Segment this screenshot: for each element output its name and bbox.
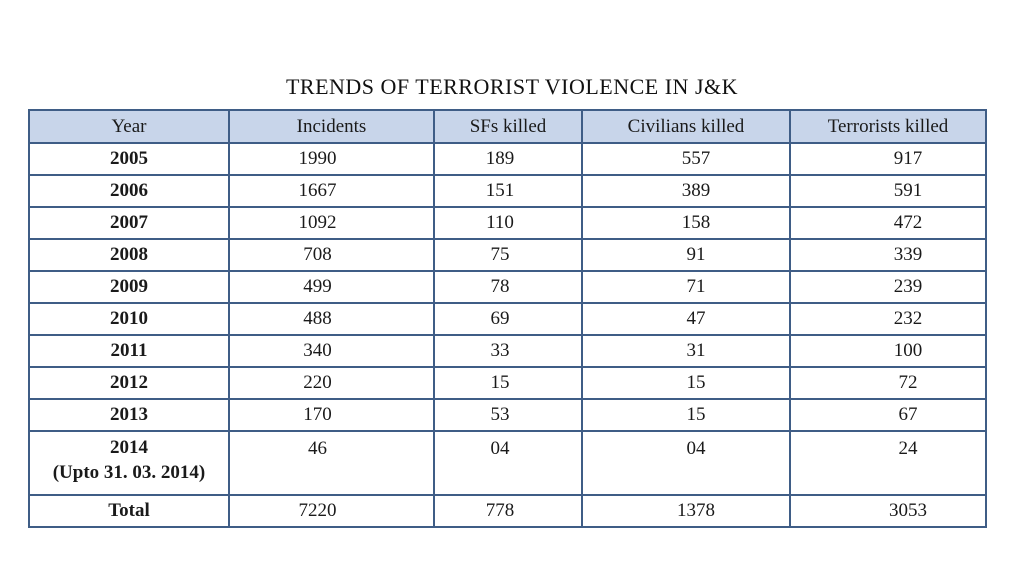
sfs-cell: 189: [434, 143, 582, 175]
civilians-cell: 15: [582, 367, 790, 399]
header-civilians-killed: Civilians killed: [582, 110, 790, 143]
civilians-cell: 47: [582, 303, 790, 335]
sfs-cell: 110: [434, 207, 582, 239]
year-cell: 2011: [29, 335, 229, 367]
civilians-cell: 15: [582, 399, 790, 431]
total-row: [29, 495, 986, 527]
violence-table: [28, 109, 987, 528]
terrorists-cell: 67: [790, 399, 986, 431]
civilians-cell: 158: [582, 207, 790, 239]
sfs-cell: 53: [434, 399, 582, 431]
year-value: 2014: [110, 437, 148, 458]
total-label: Total: [29, 495, 229, 527]
incidents-cell: 46: [229, 431, 434, 495]
year-cell: 2010: [29, 303, 229, 335]
table-title: TRENDS OF TERRORIST VIOLENCE IN J&K: [285, 74, 739, 99]
year-note: (Upto 31. 03. 2014): [52, 462, 206, 483]
incidents-cell: 499: [229, 271, 434, 303]
terrorists-cell: 232: [790, 303, 986, 335]
year-cell: 2013: [29, 399, 229, 431]
table-row: [29, 239, 986, 271]
table-row: [29, 303, 986, 335]
civilians-cell: 389: [582, 175, 790, 207]
year-cell: 2005: [29, 143, 229, 175]
year-cell: 2006: [29, 175, 229, 207]
terrorists-cell: 591: [790, 175, 986, 207]
sfs-cell: 04: [434, 431, 582, 495]
header-row: [29, 110, 986, 143]
civilians-cell: 557: [582, 143, 790, 175]
terrorists-cell: 24: [790, 431, 986, 495]
incidents-cell: 1667: [229, 175, 434, 207]
year-cell: [29, 431, 229, 495]
terrorists-cell: 472: [790, 207, 986, 239]
table-row: [29, 335, 986, 367]
table-row: [29, 431, 986, 495]
terrorists-cell: 917: [790, 143, 986, 175]
total-civilians: 1378: [582, 495, 790, 527]
total-incidents: 7220: [229, 495, 434, 527]
incidents-cell: 708: [229, 239, 434, 271]
civilians-cell: 04: [582, 431, 790, 495]
sfs-cell: 69: [434, 303, 582, 335]
table-row: [29, 143, 986, 175]
total-terrorists: 3053: [790, 495, 986, 527]
year-cell: 2008: [29, 239, 229, 271]
year-cell: 2009: [29, 271, 229, 303]
sfs-cell: 15: [434, 367, 582, 399]
table-row: [29, 367, 986, 399]
sfs-cell: 33: [434, 335, 582, 367]
sfs-cell: 151: [434, 175, 582, 207]
civilians-cell: 71: [582, 271, 790, 303]
incidents-cell: 1092: [229, 207, 434, 239]
terrorists-cell: 72: [790, 367, 986, 399]
incidents-cell: 488: [229, 303, 434, 335]
table-row: [29, 399, 986, 431]
year-cell: 2012: [29, 367, 229, 399]
table-row: [29, 207, 986, 239]
sfs-cell: 78: [434, 271, 582, 303]
table-row: [29, 175, 986, 207]
year-cell: 2007: [29, 207, 229, 239]
incidents-cell: 340: [229, 335, 434, 367]
civilians-cell: 91: [582, 239, 790, 271]
incidents-cell: 170: [229, 399, 434, 431]
incidents-cell: 220: [229, 367, 434, 399]
terrorists-cell: 339: [790, 239, 986, 271]
header-year: Year: [29, 110, 229, 143]
civilians-cell: 31: [582, 335, 790, 367]
terrorists-cell: 239: [790, 271, 986, 303]
terrorists-cell: 100: [790, 335, 986, 367]
header-sfs-killed: SFs killed: [434, 110, 582, 143]
sfs-cell: 75: [434, 239, 582, 271]
total-sfs: 778: [434, 495, 582, 527]
header-terrorists-killed: Terrorists killed: [790, 110, 986, 143]
table-row: [29, 271, 986, 303]
header-incidents: Incidents: [229, 110, 434, 143]
incidents-cell: 1990: [229, 143, 434, 175]
